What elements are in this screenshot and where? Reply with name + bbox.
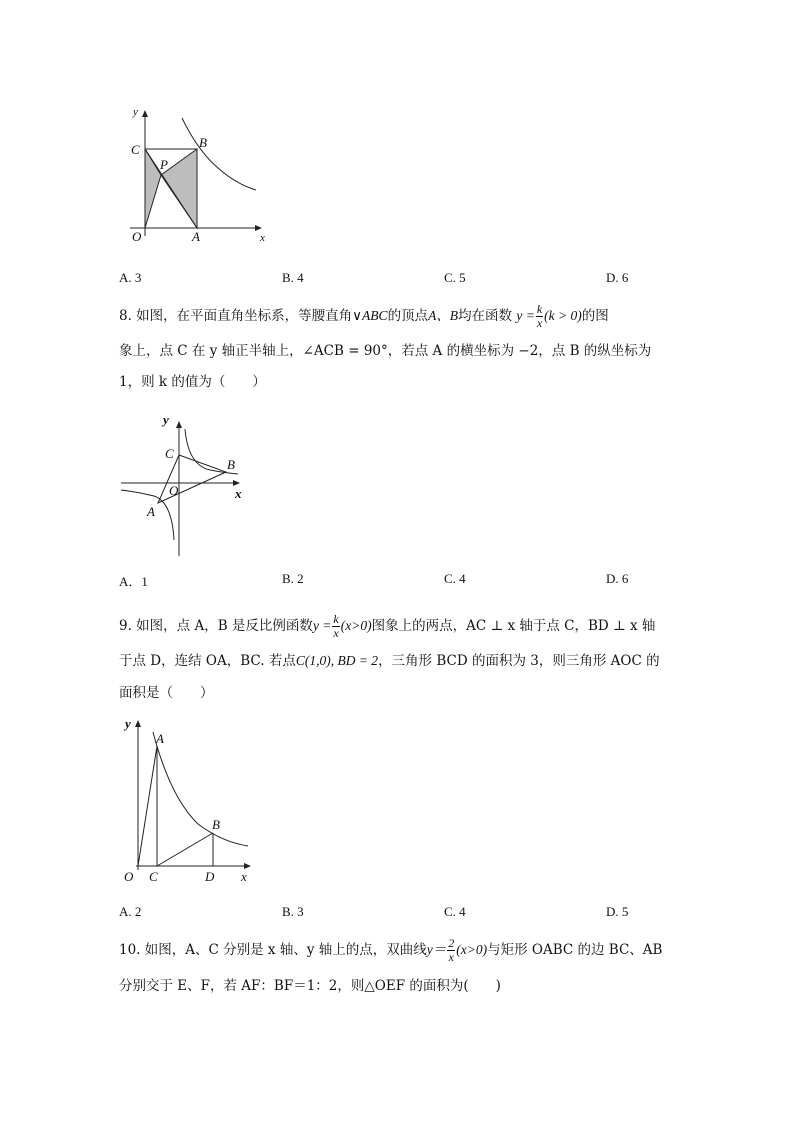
q7-option-a[interactable]: A. 3 bbox=[119, 270, 142, 285]
q7-label-x: x bbox=[260, 232, 265, 244]
q7-options bbox=[119, 270, 759, 290]
q7-label-C: C bbox=[131, 142, 140, 157]
q9-option-b[interactable]: B. 3 bbox=[282, 904, 304, 919]
q9-label-D: D bbox=[205, 869, 215, 884]
q10-fraction: $\frac{2}{x}$ bbox=[448, 936, 455, 964]
q9-option-d[interactable]: D. 5 bbox=[606, 904, 629, 919]
q8-label-A: A bbox=[147, 504, 155, 519]
q10-line-1: 10. 如图，A、C 分别是 x 轴、y 轴上的点，双曲线y＝ $\frac{2}{x}$ (x>0)与矩形 OABC 的边 BC、AB bbox=[119, 936, 663, 964]
q8-fraction: $\frac{k}{x}$ bbox=[536, 302, 543, 330]
q8-figure bbox=[118, 410, 258, 560]
q9-label-x: x bbox=[241, 869, 247, 884]
q8-label-y: y bbox=[163, 412, 169, 427]
q7-option-b[interactable]: B. 4 bbox=[282, 270, 304, 285]
q9-line-1: 9. 如图，点 A，B 是反比例函数y = $\frac{k}{x}$ (x>0)图象上的两点，AC ⊥ x 轴于点 C，BD ⊥ x 轴 bbox=[119, 612, 656, 640]
q9-options bbox=[119, 904, 759, 924]
q9-line-3: 面积是（ ） bbox=[119, 685, 214, 701]
q8-label-C: C bbox=[165, 446, 174, 461]
q9-label-O: O bbox=[124, 869, 134, 884]
q8-label-B: B bbox=[227, 457, 235, 472]
q7-label-B: B bbox=[199, 135, 207, 150]
q9-label-y: y bbox=[125, 716, 131, 731]
q9-label-C: C bbox=[149, 869, 158, 884]
q8-option-a[interactable]: A．1 bbox=[119, 574, 148, 589]
q8-option-d[interactable]: D. 6 bbox=[606, 571, 629, 586]
q7-label-O: O bbox=[132, 229, 142, 244]
q8-line-1: 8. 如图，在平面直角坐标系，等腰直角∨ABC的顶点A、B均在函数 y = $\frac{k}{x}$ (k > 0)的图 bbox=[119, 302, 609, 330]
q7-figure bbox=[118, 96, 278, 246]
q9-fraction: $\frac{k}{x}$ bbox=[333, 612, 339, 640]
q7-option-c[interactable]: C. 5 bbox=[444, 270, 466, 285]
q9-label-B: B bbox=[212, 817, 220, 832]
q9-line-2: 于点 D，连结 OA，BC. 若点C(1,0), BD = 2，三角形 BCD 的面积为 3，则三角形 AOC 的 bbox=[119, 653, 660, 669]
q8-option-b[interactable]: B. 2 bbox=[282, 571, 304, 586]
q9-hyperbola bbox=[153, 732, 248, 846]
q9-segment-bc bbox=[157, 833, 213, 866]
q9-option-c[interactable]: C. 4 bbox=[444, 904, 466, 919]
q7-label-y: y bbox=[133, 106, 138, 118]
q8-label-O: O bbox=[169, 483, 179, 498]
q8-label-x: x bbox=[235, 486, 242, 501]
q7-option-d[interactable]: D. 6 bbox=[606, 270, 629, 285]
q8-line-2: 象上，点 C 在 y 轴正半轴上，∠ACB = 90°，若点 A 的横坐标为 −2，点 B 的纵坐标为 bbox=[119, 343, 652, 359]
q9-figure bbox=[118, 712, 258, 887]
q8-option-c[interactable]: C. 4 bbox=[444, 571, 466, 586]
q9-option-a[interactable]: A. 2 bbox=[119, 904, 142, 919]
q9-label-A: A bbox=[156, 731, 164, 746]
q7-label-P: P bbox=[160, 157, 168, 172]
q10-line-2: 分别交于 E、F，若 AF：BF＝1：2，则△OEF 的面积为( ) bbox=[119, 978, 501, 994]
q7-label-A: A bbox=[192, 229, 200, 244]
q8-options bbox=[119, 571, 759, 591]
q8-line-3: 1，则 k 的值为（ ） bbox=[119, 374, 266, 390]
q9-segment-oa bbox=[138, 746, 157, 866]
